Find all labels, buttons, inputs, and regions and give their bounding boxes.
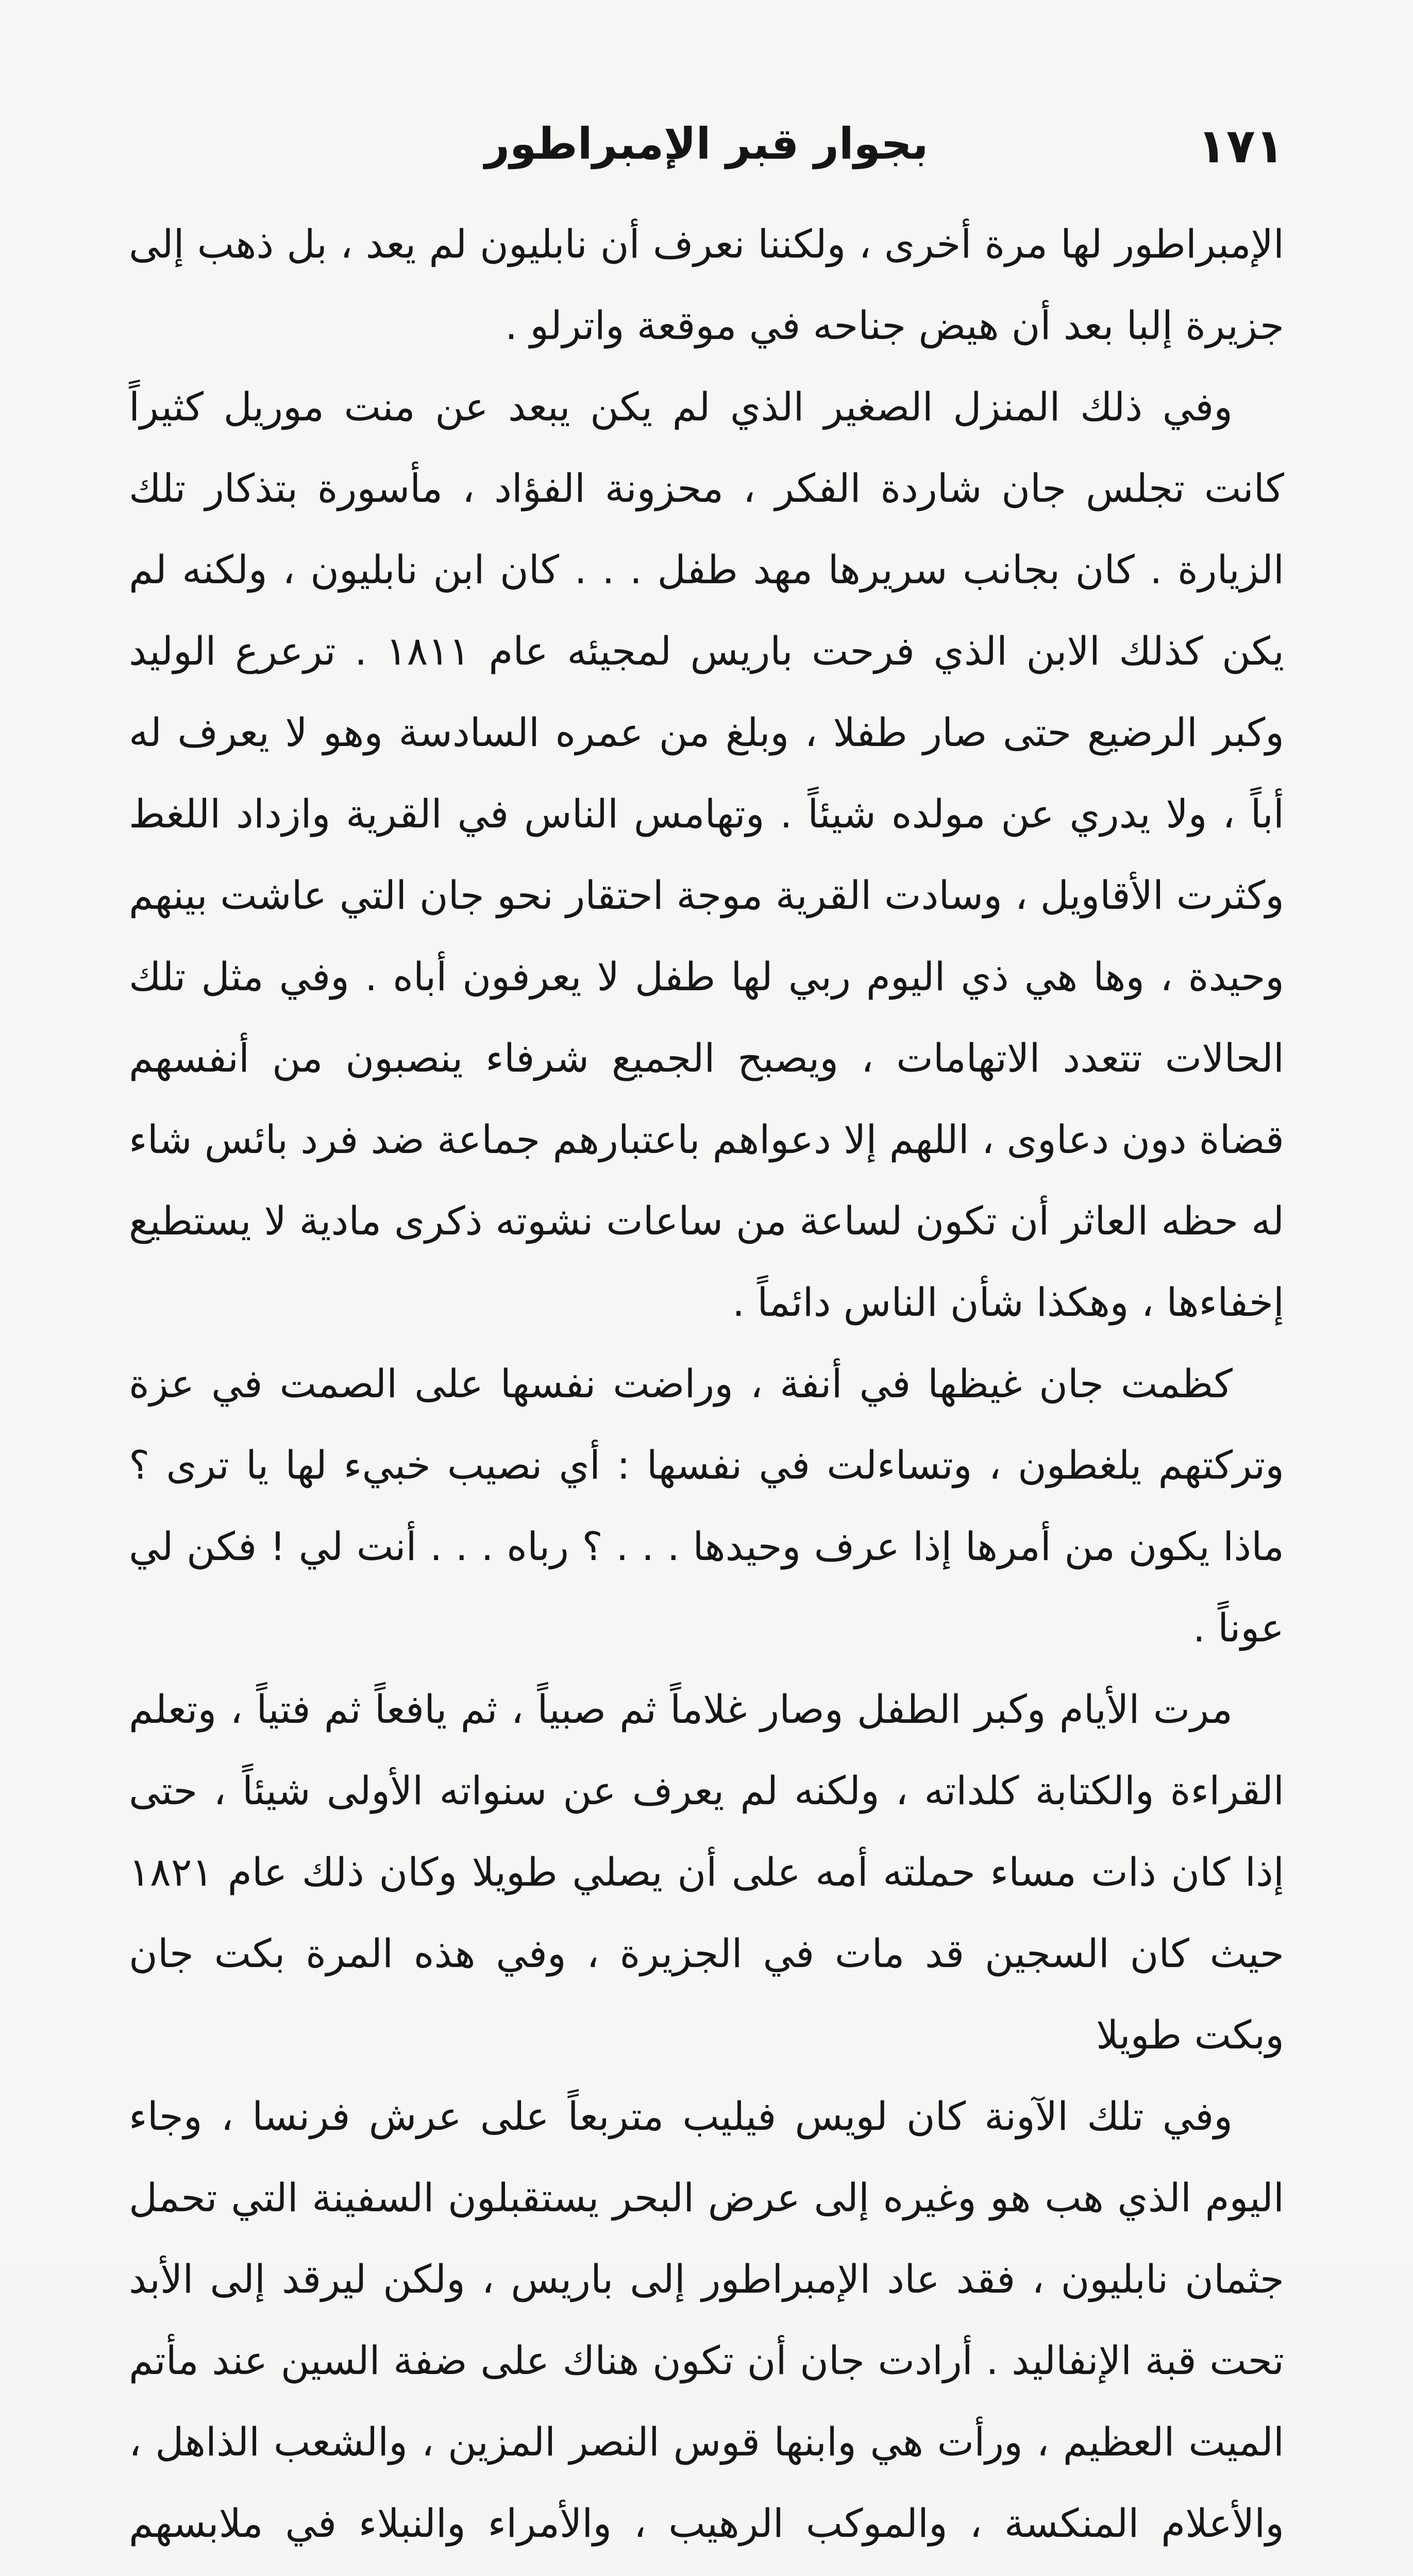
running-title: بجوار قبر الإمبراطور <box>484 118 929 169</box>
paragraph: وفي تلك الآونة كان لويس فيليب متربعاً على عرش فرنسا ، وجاء اليوم الذي هب هو وغيره إلى عرض البحر يستقبلون السفينة التي تحمل جثمان نابليون ، فقد عاد الإمبراطور إلى باريس ، ولكن ليرقد إلى الأبد تحت قبة الإنفاليد . أرادت جان أن تكون هناك على ضفة السين عند مأتم الميت العظيم ، ورأت هي وابنها قوس النصر المزين ، والشعب الذاهل ، والأعلام المنكسة ، والموكب الرهيب ، والأمراء والنبلاء في ملابسهم <box>129 2093 1284 2546</box>
paragraph: كظمت جان غيظها في أنفة ، وراضت نفسها على الصمت في عزة وتركتهم يلغطون ، وتساءلت في نفسها : أي نصيب خبيء لها يا ترى ؟ ماذا يكون من أمرها إذا عرف وحيدها . . . ؟ رباه . . . أنت لي ! فكن لي عوناً . <box>129 1361 1284 1651</box>
page-number: ١٧١ <box>1197 118 1284 174</box>
page-header <box>129 98 1284 185</box>
paragraph: مرت الأيام وكبر الطفل وصار غلاماً ثم صبياً ، ثم يافعاً ثم فتياً ، وتعلم القراءة والكتابة كلداته ، ولكنه لم يعرف عن سنواته الأولى شيئاً ، حتى إذا كان ذات مساء حملته أمه على أن يصلي طويلا وكان ذلك عام ١٨٢١ حيث كان السجين قد مات في الجزيرة ، وفي هذه المرة بكت جان وبكت طويلا <box>129 1686 1284 2058</box>
paragraph-continued: الإمبراطور لها مرة أخرى ، ولكننا نعرف أن نابليون لم يعد ، بل ذهب إلى جزيرة إلبا بعد أن هيض جناحه في موقعة واترلو . <box>129 221 1284 348</box>
paragraph: وفي ذلك المنزل الصغير الذي لم يكن يبعد عن منت موريل كثيراً كانت تجلس جان شاردة الفكر ، محزونة الفؤاد ، مأسورة بتذكار تلك الزيارة . كان بجانب سريرها مهد طفل . . . كان ابن نابليون ، ولكنه لم يكن كذلك الابن الذي فرحت باريس لمجيئه عام ١٨١١ . ترعرع الوليد وكبر الرضيع حتى صار طفلا ، وبلغ من عمره السادسة وهو لا يعرف له أباً ، ولا يدري عن مولده شيئاً . وتهامس الناس في القرية وازداد اللغط وكثرت الأقاويل ، وسادت القرية موجة احتقار نحو جان التي عاشت بينهم وحيدة ، وها هي ذي اليوم ربي لها طفل لا يعرفون أباه . وفي مثل تلك الحالات تتعدد الاتهامات ، ويصبح الجميع شرفاء ينصبون من أنفسهم قضاة دون دعاوى ، اللهم إلا دعواهم باعتبارهم جماعة ضد فرد بائس شاء له حظه العاثر أن تكون لساعة من ساعات نشوته ذكرى مادية لا يستطيع إخفاءها ، وهكذا شأن الناس دائماً . <box>129 384 1284 1325</box>
body-text <box>129 204 1284 2546</box>
